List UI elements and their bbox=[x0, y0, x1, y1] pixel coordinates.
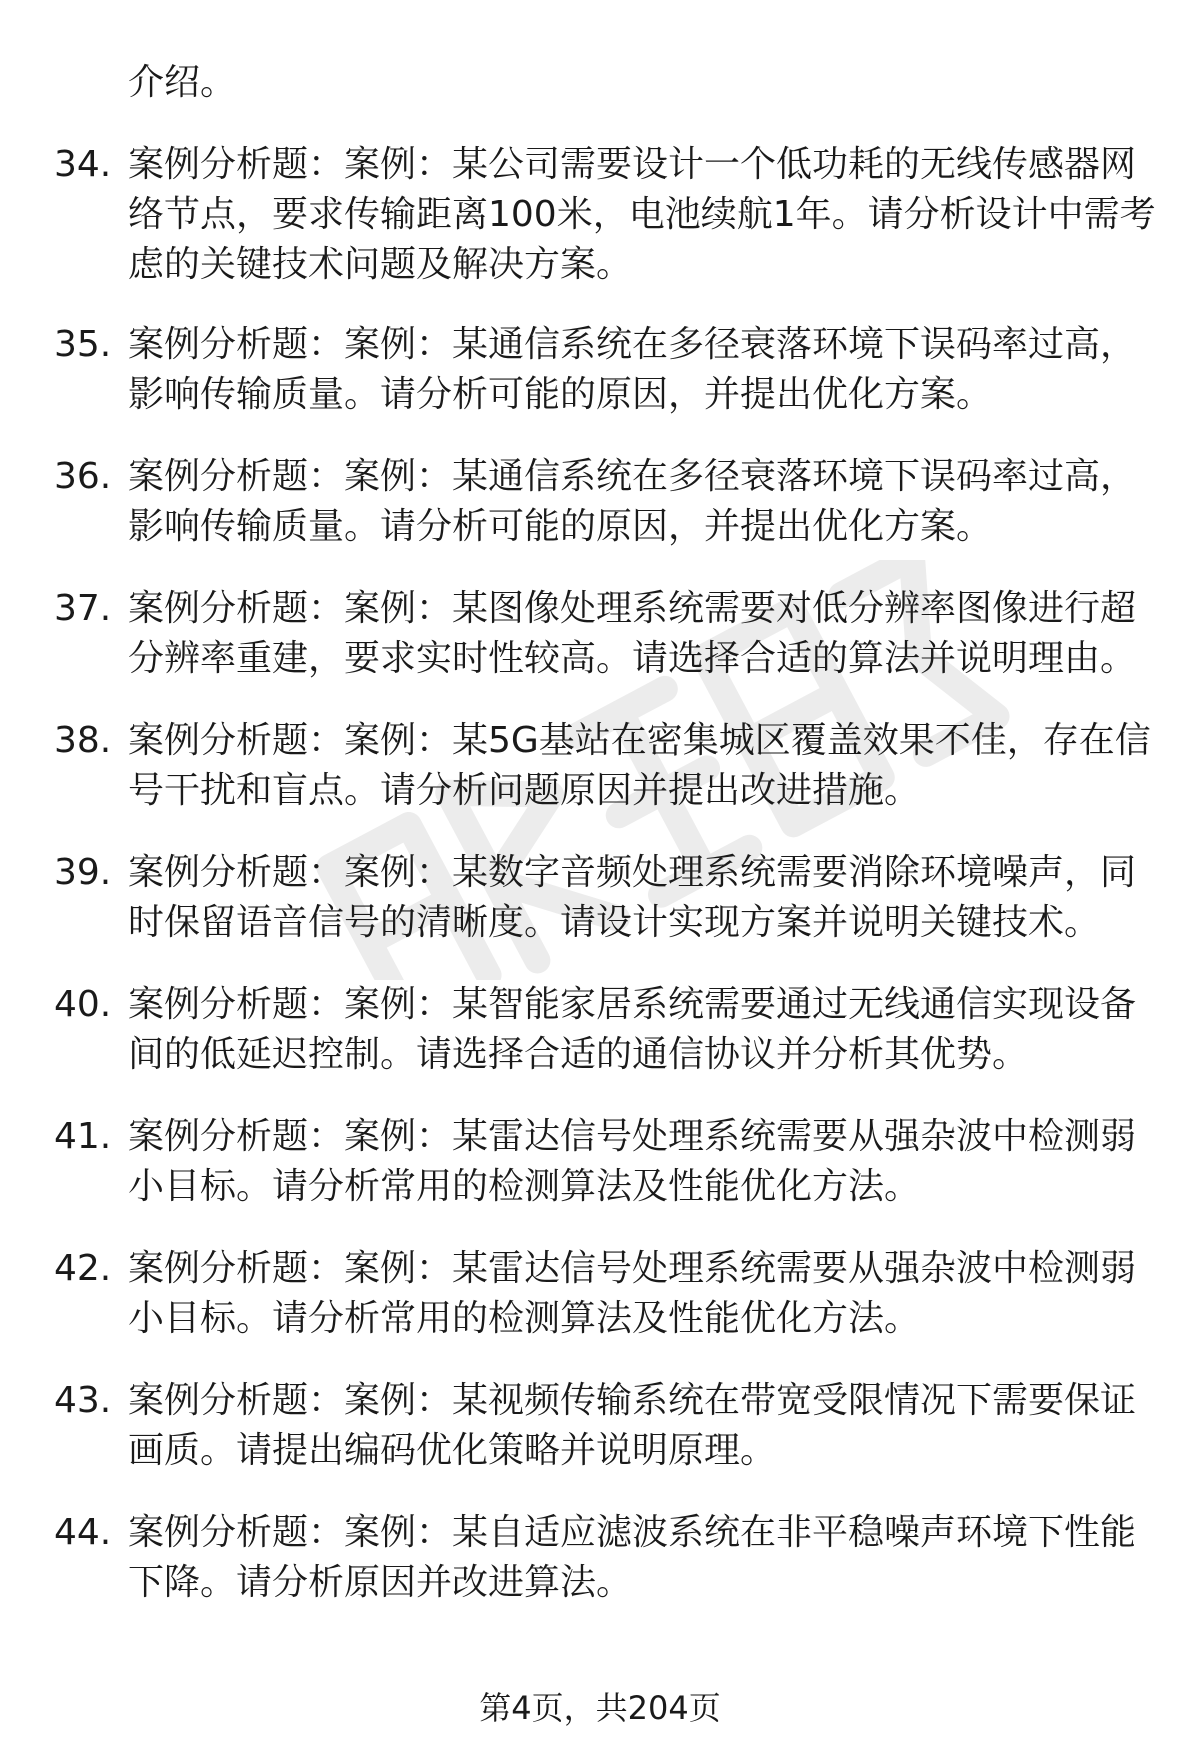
question-text: 案例分析题：案例：某公司需要设计一个低功耗的无线传感器网络节点，要求传输距离100米，电池续航1年。请分析设计中需考虑的关键技术问题及解决方案。 bbox=[128, 144, 1156, 285]
question-item bbox=[0, 1376, 1200, 1508]
question-number: 40. bbox=[54, 984, 112, 1025]
question-text: 案例分析题：案例：某雷达信号处理系统需要从强杂波中检测弱小目标。请分析常用的检测算法及性能优化方法。 bbox=[128, 1116, 1137, 1207]
question-number: 39. bbox=[54, 852, 112, 893]
question-text: 案例分析题：案例：某雷达信号处理系统需要从强杂波中检测弱小目标。请分析常用的检测算法及性能优化方法。 bbox=[128, 1248, 1137, 1339]
question-number: 44. bbox=[54, 1512, 112, 1553]
question-item bbox=[0, 452, 1200, 584]
question-item bbox=[0, 716, 1200, 848]
continuation-text: 介绍。 bbox=[128, 62, 237, 103]
question-item bbox=[0, 980, 1200, 1112]
question-number: 41. bbox=[54, 1116, 112, 1157]
question-text: 案例分析题：案例：某数字音频处理系统需要消除环境噪声，同时保留语音信号的清晰度。请设计实现方案并说明关键技术。 bbox=[128, 852, 1137, 943]
question-number: 35. bbox=[54, 324, 112, 365]
question-item bbox=[0, 1112, 1200, 1244]
question-text: 案例分析题：案例：某视频传输系统在带宽受限情况下需要保证画质。请提出编码优化策略并说明原理。 bbox=[128, 1380, 1137, 1471]
question-item bbox=[0, 1244, 1200, 1376]
question-number: 42. bbox=[54, 1248, 112, 1289]
question-text: 案例分析题：案例：某通信系统在多径衰落环境下误码率过高，影响传输质量。请分析可能的原因，并提出优化方案。 bbox=[128, 324, 1137, 415]
question-number: 38. bbox=[54, 720, 112, 761]
question-item bbox=[0, 1508, 1200, 1640]
question-text: 案例分析题：案例：某自适应滤波系统在非平稳噪声环境下性能下降。请分析原因并改进算法。 bbox=[128, 1512, 1137, 1603]
question-item bbox=[0, 320, 1200, 452]
question-number: 43. bbox=[54, 1380, 112, 1421]
question-item bbox=[0, 848, 1200, 980]
question-text: 案例分析题：案例：某通信系统在多径衰落环境下误码率过高，影响传输质量。请分析可能的原因，并提出优化方案。 bbox=[128, 456, 1137, 547]
question-number: 37. bbox=[54, 588, 112, 629]
question-item bbox=[0, 140, 1200, 320]
question-text: 案例分析题：案例：某图像处理系统需要对低分辨率图像进行超分辨率重建，要求实时性较高。请选择合适的算法并说明理由。 bbox=[128, 588, 1137, 679]
page-footer: 第4页，共204页 bbox=[479, 1689, 721, 1727]
question-text: 案例分析题：案例：某智能家居系统需要通过无线通信实现设备间的低延迟控制。请选择合适的通信协议并分析其优势。 bbox=[128, 984, 1137, 1075]
question-item bbox=[0, 584, 1200, 716]
question-number: 34. bbox=[54, 144, 112, 185]
question-list bbox=[0, 140, 1200, 1640]
question-number: 36. bbox=[54, 456, 112, 497]
question-text: 案例分析题：案例：某5G基站在密集城区覆盖效果不佳，存在信号干扰和盲点。请分析问题原因并提出改进措施。 bbox=[128, 720, 1151, 811]
